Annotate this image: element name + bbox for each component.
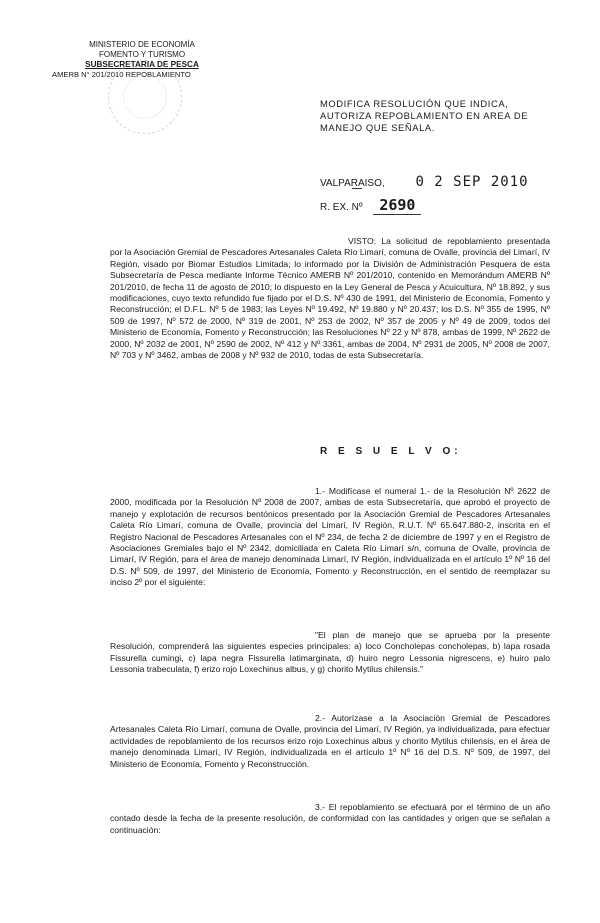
resolution-article-1: 1.- Modifícase el numeral 1.- de la Resolución Nº 2622 de 2000, modificada por la Resolución Nº 2008 de 2007, ambas de esta Subsecretaría, que aprobó el proyecto de manejo y explotación de recursos bentónicos presentado por la Asociación Gremial de Pescadores Artesanales Caleta Río Limarí, comuna de Ovalle, provincia del Limarí, IV Región, R.U.T. Nº 65.647.880-2, inscrita en el Registro Nacional de Pescadores Artesanales con el Nº 234, de fecha 2 de diciembre de 1997 y en el Registro de Asociaciones Gremiales bajo el Nº 2342, domiciliada en Caleta Río Limarí s/n, comuna de Ovalle, provincia de Limarí, IV Región, para el área de manejo denominada Limarí, IV Región, individualizada en el artículo 1º Nº 16 del D.S. Nº 509, de 1997, del Ministerio de Economía, Fomento y Reconstrucción, en el sentido de reemplazar su inciso 2º por el siguiente: — [110, 486, 550, 588]
letterhead-subsecretaria: SUBSECRETARIA DE PESCA — [85, 60, 199, 69]
official-seal-stamp — [108, 60, 182, 134]
letterhead-ministry-sub: FOMENTO Y TURISMO — [98, 50, 186, 59]
resolution-label: R. EX. Nº — [320, 202, 363, 213]
document-title: MODIFICA RESOLUCIÓN QUE INDICA, AUTORIZA REPOBLAMIENTO EN AREA DE MANEJO QUE SEÑALA. — [320, 98, 529, 133]
resolution-article-3: 3.- El repoblamiento se efectuará por el término de un año contado desde la fecha de la presente resolución, de conformidad con las cantidades y origen que se señalan a continuación: — [110, 802, 550, 835]
resolution-number: 2690 — [373, 196, 421, 215]
date-place: VALPARAISO, — [320, 178, 385, 189]
resuelvo-heading: R E S U E L V O: — [320, 446, 462, 457]
letterhead-reference: AMERB N° 201/2010 REPOBLAMIENTO — [52, 70, 191, 79]
resolution-number-line — [320, 196, 421, 215]
divider-dash — [352, 188, 362, 189]
letterhead-ministry: MINISTERIO DE ECONOMÍA — [89, 40, 195, 49]
resolution-article-2: 2.- Autorízase a la Asociación Gremial de Pescadores Artesanales Caleta Río Limarí, comuna de Ovalle, provincia del Limarí, IV Región, ya individualizada, para efectuar actividades de repoblamiento de los recursos erizo rojo Loxechinus albus y chorito Mytilus chilensis, en el área de manejo denominada Limarí, IV Región, individualizada en el artículo 1º Nº 16 del D.S. Nº 509, de 1997, del Ministerio de Economía, Fomento y Reconstrucción. — [110, 713, 550, 769]
date-stamp: 0 2 SEP 2010 — [415, 174, 529, 190]
resolution-article-1-quote: "El plan de manejo que se aprueba por la presente Resolución, comprenderá las siguientes especies principales: a) loco Concholepas concholepas, b) lapa rosada Fissurella cumingi, c) lapa negra Fissurella latimarginata, d) huiro negro Lessonia nigrescens, e) huiro palo Lessonia trabeculata, f) erizo rojo Loxechinus albus, y g) chorito Mytilus chilensis." — [110, 630, 550, 675]
visto-paragraph: VISTO: La solicitud de repoblamiento presentada por la Asociación Gremial de Pescadores Artesanales Caleta Río Limarí, comuna de Ovalle, provincia del Limarí, IV Región, visado por Biomar Estudios Limitada; lo informado por la División de Administración Pesquera de esta Subsecretaría de Pesca mediante Informe Técnico AMERB Nº 201/2010, contenido en Memorándum AMERB Nº 201/2010, de fecha 11 de agosto de 2010; lo dispuesto en la Ley General de Pesca y Acuicultura, Nº 18.892, y sus modificaciones, cuyo texto refundido fue fijado por el D.S. Nº 430 de 1991, del Ministerio de Economía, Fomento y Reconstrucción; el D.F.L. Nº 5 de 1983; las Leyes Nº 19.492, Nº 19.880 y Nº 20.437; los D.S. Nº 355 de 1995, Nº 509 de 1997, Nº 572 de 2000, Nº 319 de 2001, Nº 253 de 2002, Nº 357 de 2005 y Nº 49 de 2009, todos del Ministerio de Economía, Fomento y Reconstrucción; las Resoluciones Nº 22 y Nº 878, ambas de 1999, Nº 2622 de 2000, Nº 2032 de 2001, Nº 2590 de 2002, Nº 412 y Nº 3361, ambas de 2004, Nº 2931 de 2005, Nº 2008 de 2007, Nº 703 y Nº 3462, ambas de 2008 y Nº 932 de 2010, todas de esta Subsecretaría. — [110, 236, 550, 361]
